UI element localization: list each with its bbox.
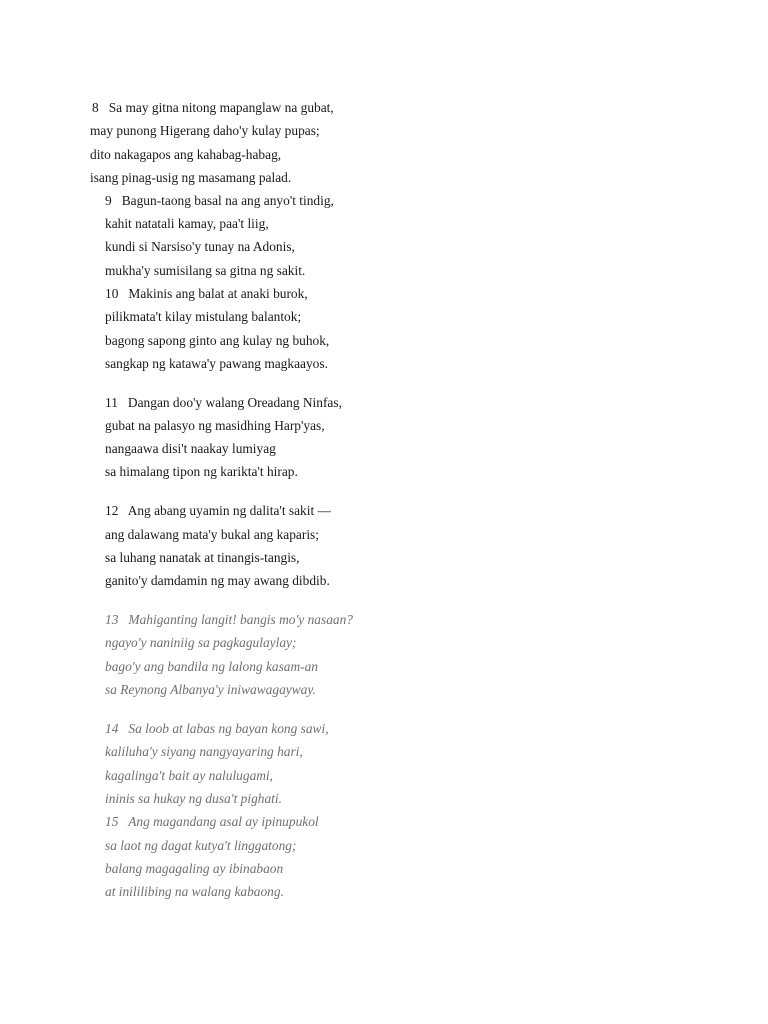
stanza-9-line-3: kundi si Narsiso'y tunay na Adonis, <box>105 239 295 254</box>
stanza-11-line-4: sa himalang tipon ng karikta't hirap. <box>105 464 298 479</box>
stanza-9-line-2: kahit natatali kamay, paa't liig, <box>105 216 269 231</box>
stanza-13-line-2: ngayo'y naniniig sa pagkagulaylay; <box>105 635 297 650</box>
stanza-15-line-4: at inililibing na walang kabaong. <box>105 884 284 899</box>
stanza-12-line-2: ang dalawang mata'y bukal ang kaparis; <box>105 527 319 542</box>
stanza-15-line-1: 15 Ang magandang asal ay ipinupukol <box>105 814 319 829</box>
stanza-8-line-2: may punong Higerang daho'y kulay pupas; <box>90 123 320 138</box>
stanza-14-line-1: 14 Sa loob at labas ng bayan kong sawi, <box>105 721 329 736</box>
stanza-9-line-4: mukha'y sumisilang sa gitna ng sakit. <box>105 263 306 278</box>
stanza-12-line-1: 12 Ang abang uyamin ng dalita't sakit — <box>105 503 331 518</box>
stanza-13-line-4: sa Reynong Albanya'y iniwawagayway. <box>105 682 316 697</box>
stanza-12-line-4: ganito'y damdamin ng may awang dibdib. <box>105 573 330 588</box>
stanza-10-line-4: sangkap ng katawa'y pawang magkaayos. <box>105 356 328 371</box>
stanza-11-line-1: 11 Dangan doo'y walang Oreadang Ninfas, <box>105 395 342 410</box>
stanza-13-line-3: bago'y ang bandila ng lalong kasam-an <box>105 659 319 674</box>
stanza-8-line-4: isang pinag-usig ng masamang palad. <box>90 170 292 185</box>
stanza-15-line-2: sa laot ng dagat kutya't linggatong; <box>105 838 297 853</box>
stanza-10-line-3: bagong sapong ginto ang kulay ng buhok, <box>105 333 330 348</box>
stanza-13-line-1: 13 Mahiganting langit! bangis mo'y nasaan? <box>105 612 353 627</box>
stanza-14-line-3: kagalinga't bait ay nalulugami, <box>105 768 274 783</box>
stanza-15-line-3: balang magagaling ay ibinabaon <box>105 861 284 876</box>
stanza-11-line-3: nangaawa disi't naakay lumiyag <box>105 441 276 456</box>
stanza-10-line-2: pilikmata't kilay mistulang balantok; <box>105 309 302 324</box>
stanza-14-line-4: ininis sa hukay ng dusa't pighati. <box>105 791 282 806</box>
stanza-8-line-3: dito nakagapos ang kahabag-habag, <box>90 147 282 162</box>
stanza-9-line-1: 9 Bagun-taong basal na ang anyo't tindig, <box>105 193 334 208</box>
stanza-11-line-2: gubat na palasyo ng masidhing Harp'yas, <box>105 418 325 433</box>
stanza-14-line-2: kaliluha'y siyang nangyayaring hari, <box>105 744 303 759</box>
stanza-12-line-3: sa luhang nanatak at tinangis-tangis, <box>105 550 300 565</box>
stanza-8-line-1: 8 Sa may gitna nitong mapanglaw na gubat, <box>92 100 334 115</box>
stanza-10-line-1: 10 Makinis ang balat at anaki burok, <box>105 286 308 301</box>
